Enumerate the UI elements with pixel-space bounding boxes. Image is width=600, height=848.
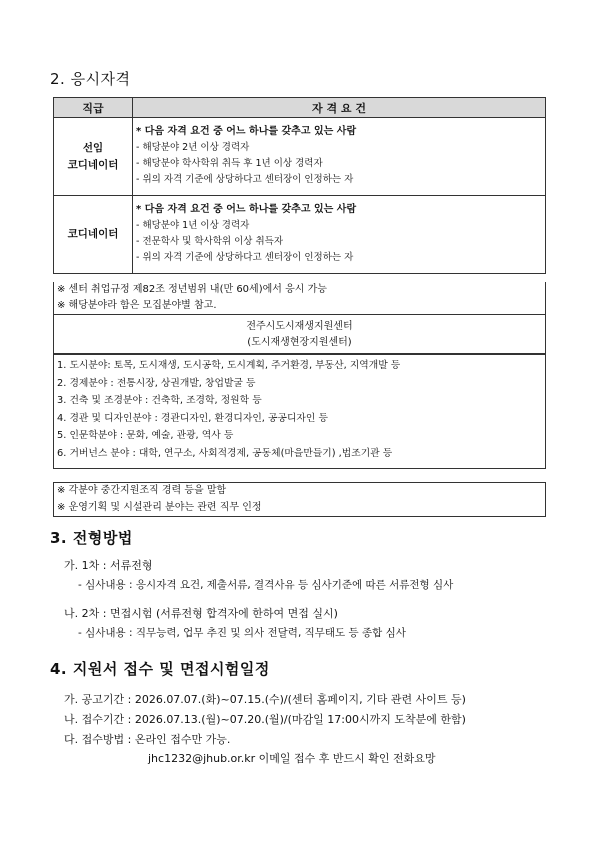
requirement-item: - 위의 자격 기준에 상당하다고 센터장이 인정하는 자 <box>136 174 354 185</box>
schedule-line: 다. 접수방법 : 온라인 접수만 가능. <box>64 733 231 746</box>
center-subname: (도시재생현장지원센터) <box>247 337 352 348</box>
schedule-line: 나. 접수기간 : 2026.07.13.(월)~07.20.(월)/(마감일 17:00시까지 도착분에 한함) <box>64 713 466 726</box>
role-coordinator <box>54 196 133 274</box>
role-line: 선임 <box>82 141 104 154</box>
qualification-table <box>53 97 546 274</box>
table-row <box>54 118 546 196</box>
field-item: 3. 건축 및 조경분야 : 건축학, 조경학, 정원학 등 <box>57 395 262 407</box>
selection-step-1: 가. 1차 : 서류전형 <box>64 559 153 572</box>
section-4-title: 4. 지원서 접수 및 면접시험일정 <box>50 660 270 678</box>
section-2-title: 2. 응시자격 <box>50 70 131 88</box>
field-item: 1. 도시분야: 토목, 도시재생, 도시공학, 도시계획, 주거환경, 부동산, 지역개발 등 <box>57 360 401 371</box>
requirements-lead: * 다음 자격 요건 중 어느 하나를 갖추고 있는 사람 <box>136 126 357 137</box>
table-row <box>54 196 546 274</box>
note-line: ※ 해당분야라 함은 모집분야별 참고. <box>57 300 217 311</box>
field-notes <box>53 482 546 517</box>
field-item: 5. 인문학분야 : 문화, 예술, 관광, 역사 등 <box>57 430 234 442</box>
center-name: 전주시도시재생지원센터 <box>246 321 353 332</box>
center-name-box <box>53 315 546 354</box>
selection-step-2: 나. 2차 : 면접시험 (서류전형 합격자에 한하여 면접 실시) <box>64 607 338 620</box>
eligibility-notes <box>53 282 546 315</box>
requirements-cell <box>133 118 546 196</box>
role-line: 코디네이터 <box>67 158 119 171</box>
field-item: 6. 거버넌스 분야 : 대학, 연구소, 사회적경제, 공동체(마을만들기) ,법조기관 등 <box>57 447 393 459</box>
requirement-item: - 전문학사 및 학사학위 이상 취득자 <box>136 236 284 247</box>
field-item: 2. 경제분야 : 전통시장, 상권개발, 창업발굴 등 <box>57 377 256 389</box>
header-requirements: 자 격 요 건 <box>133 98 546 118</box>
field-list <box>53 353 546 469</box>
requirement-item: - 해당분야 1년 이상 경력자 <box>136 220 250 231</box>
note-line: ※ 센터 취업규정 제82조 정년범위 내(만 60세)에서 응시 가능 <box>57 284 327 295</box>
requirements-lead: * 다음 자격 요건 중 어느 하나를 갖추고 있는 사람 <box>136 204 357 215</box>
table-header-row <box>54 98 546 118</box>
email-line: jhc1232@jhub.or.kr 이메일 접수 후 반드시 확인 전화요망 <box>148 752 436 765</box>
schedule-line: 가. 공고기간 : 2026.07.07.(화)~07.15.(수)/(센터 홈페이지, 기타 관련 사이트 등) <box>64 693 466 706</box>
requirement-item: - 해당분야 학사학위 취득 후 1년 이상 경력자 <box>136 158 323 169</box>
note-line: ※ 운영기획 및 시설관리 분야는 관련 직무 인정 <box>57 501 262 513</box>
note-line: ※ 각분야 중간지원조직 경력 등을 말함 <box>57 485 227 496</box>
section-3-title: 3. 전형방법 <box>50 529 133 547</box>
role-line: 코디네이터 <box>67 228 119 240</box>
selection-step-1-detail: - 심사내용 : 응시자격 요건, 제출서류, 결격사유 등 심사기준에 따른 서류전형 심사 <box>78 579 454 591</box>
selection-step-2-detail: - 심사내용 : 직무능력, 업무 추진 및 의사 전달력, 직무태도 등 종합 심사 <box>78 627 406 639</box>
role-senior-coordinator <box>54 118 133 196</box>
header-role: 직급 <box>54 98 133 118</box>
requirement-item: - 위의 자격 기준에 상당하다고 센터장이 인정하는 자 <box>136 252 354 263</box>
field-item: 4. 경관 및 디자인분야 : 경관디자인, 환경디자인, 공공디자인 등 <box>57 412 328 424</box>
requirement-item: - 해당분야 2년 이상 경력자 <box>136 142 250 153</box>
requirements-cell <box>133 196 546 274</box>
